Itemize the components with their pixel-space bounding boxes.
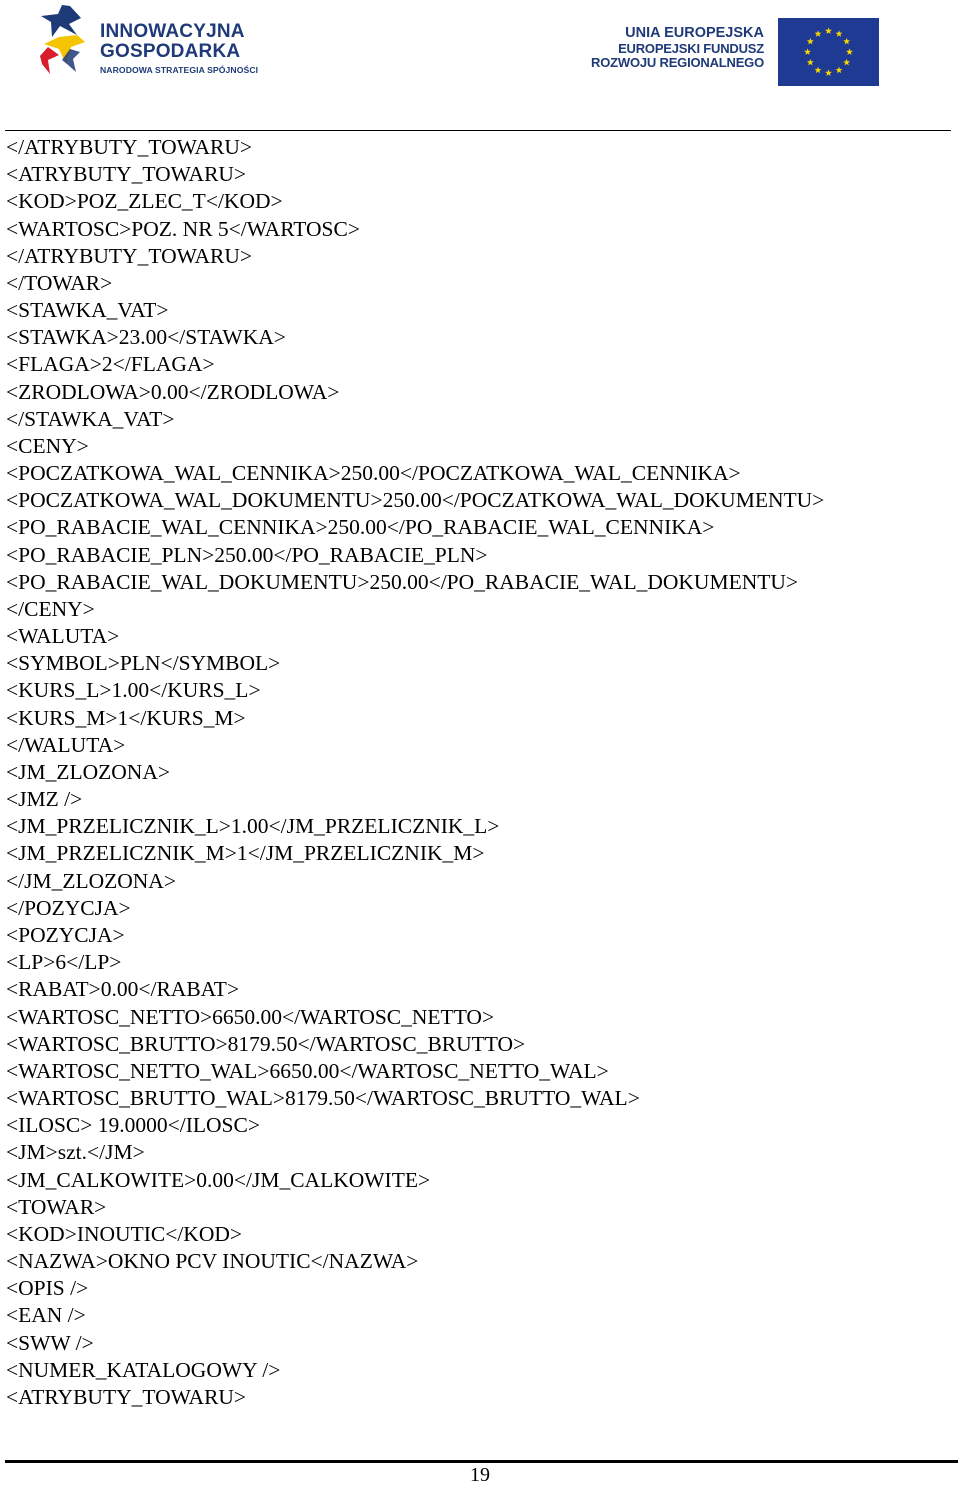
document-line: </ATRYBUTY_TOWARU> — [6, 243, 253, 268]
document-line: <PO_RABACIE_PLN>250.00</PO_RABACIE_PLN> — [6, 542, 488, 567]
document-line: <JM_ZLOZONA> — [6, 759, 170, 784]
document-line: <ATRYBUTY_TOWARU> — [6, 162, 247, 187]
document-line: </STAWKA_VAT> — [6, 406, 175, 431]
document-line: <RABAT>0.00</RABAT> — [6, 977, 240, 1002]
document-line: <JM>szt.</JM> — [6, 1140, 145, 1165]
document-line: <LP>6</LP> — [6, 950, 122, 975]
document-line: </JM_ZLOZONA> — [6, 868, 176, 893]
document-line: <JM_PRZELICZNIK_M>1</JM_PRZELICZNIK_M> — [6, 841, 485, 866]
document-line: </TOWAR> — [6, 270, 113, 295]
document-line: <EAN /> — [6, 1303, 86, 1328]
eu-logo-line2: EUROPEJSKI FUNDUSZ — [618, 40, 764, 56]
document-line: <WARTOSC_BRUTTO_WAL>8179.50</WARTOSC_BRUTTO_WAL> — [6, 1086, 640, 1111]
document-line: <KURS_L>1.00</KURS_L> — [6, 678, 261, 703]
document-line: <WALUTA> — [6, 624, 120, 649]
document-line: <KOD>INOUTIC</KOD> — [6, 1221, 243, 1246]
document-line: <SWW /> — [6, 1330, 94, 1355]
document-line: <KOD>POZ_ZLEC_T</KOD> — [6, 189, 283, 214]
eu-logo-line3: ROZWOJU REGIONALNEGO — [591, 54, 764, 70]
document-line: <KURS_M>1</KURS_M> — [6, 705, 246, 730]
document-line: <TOWAR> — [6, 1194, 107, 1219]
document-line: <POCZATKOWA_WAL_CENNIKA>250.00</POCZATKOWA_WAL_CENNIKA> — [6, 461, 741, 486]
document-line: <CENY> — [6, 433, 89, 458]
page-header — [0, 0, 960, 125]
document-line: <FLAGA>2</FLAGA> — [6, 352, 215, 377]
document-line: <POCZATKOWA_WAL_DOKUMENTU>250.00</POCZATKOWA_WAL_DOKUMENTU> — [6, 488, 825, 513]
document-line: <ILOSC> 19.0000</ILOSC> — [6, 1113, 260, 1138]
document-line: <ATRYBUTY_TOWARU> — [6, 1384, 247, 1409]
document-line: <OPIS /> — [6, 1276, 89, 1301]
ig-logo-line1: INNOWACYJNA — [100, 21, 245, 42]
document-line: <JM_PRZELICZNIK_L>1.00</JM_PRZELICZNIK_L> — [6, 814, 500, 839]
document-line: </CENY> — [6, 596, 95, 621]
document-line: <JMZ /> — [6, 787, 83, 812]
document-line: <STAWKA_VAT> — [6, 298, 169, 323]
document-line: </WALUTA> — [6, 732, 126, 757]
eu-flag-icon — [778, 18, 879, 86]
ig-logo-line3: NARODOWA STRATEGIA SPÓJNOŚCI — [100, 65, 259, 75]
document-line: <WARTOSC_NETTO_WAL>6650.00</WARTOSC_NETTO_WAL> — [6, 1058, 609, 1083]
document-line: <NUMER_KATALOGOWY /> — [6, 1357, 281, 1382]
page-number: 19 — [470, 1464, 490, 1486]
document-line: <WARTOSC_NETTO>6650.00</WARTOSC_NETTO> — [6, 1004, 495, 1029]
ig-logo-line2: GOSPODARKA — [100, 41, 241, 62]
document-line: <WARTOSC_BRUTTO>8179.50</WARTOSC_BRUTTO> — [6, 1031, 526, 1056]
document-line: </ATRYBUTY_TOWARU> — [6, 135, 253, 159]
document-body — [6, 134, 824, 1411]
eu-fund-text — [591, 26, 764, 70]
eu-logo-line1: UNIA EUROPEJSKA — [625, 25, 764, 41]
document-line: <STAWKA>23.00</STAWKA> — [6, 325, 286, 350]
document-line: <SYMBOL>PLN</SYMBOL> — [6, 651, 281, 676]
document-line: <JM_CALKOWITE>0.00</JM_CALKOWITE> — [6, 1167, 431, 1192]
document-line: <NAZWA>OKNO PCV INOUTIC</NAZWA> — [6, 1249, 419, 1274]
document-line: <ZRODLOWA>0.00</ZRODLOWA> — [6, 379, 340, 404]
document-line: </POZYCJA> — [6, 895, 131, 920]
document-line: <PO_RABACIE_WAL_DOKUMENTU>250.00</PO_RABACIE_WAL_DOKUMENTU> — [6, 569, 799, 594]
document-line: <POZYCJA> — [6, 922, 125, 947]
document-line: <WARTOSC>POZ. NR 5</WARTOSC> — [6, 216, 360, 241]
header-divider — [5, 130, 951, 131]
innowacyjna-gospodarka-text — [100, 22, 258, 75]
document-line: <PO_RABACIE_WAL_CENNIKA>250.00</PO_RABACIE_WAL_CENNIKA> — [6, 515, 715, 540]
